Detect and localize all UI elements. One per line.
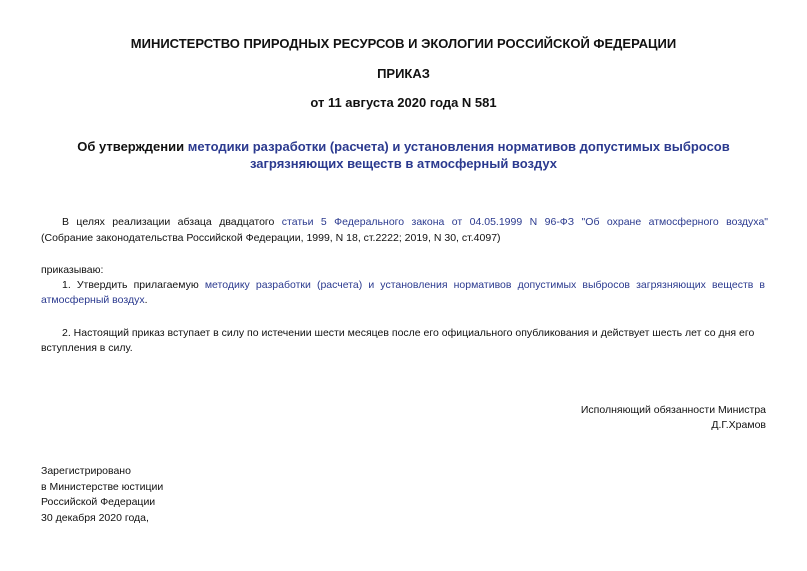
- methodology-link[interactable]: методику разработки (расчета) и установления нормативов допустимых выбросов загрязняющих веществ в: [204, 279, 766, 291]
- federal-law-link[interactable]: статьи 5 Федерального закона от 04.05.1999 N 96-ФЗ "Об охране атмосферного воздуха": [281, 216, 769, 228]
- registration-line4: 30 декабря 2020 года,: [41, 512, 149, 524]
- item1-line1: [62, 278, 765, 293]
- title-prefix: Об утверждении: [77, 139, 185, 154]
- registration-line3: Российской Федерации: [41, 496, 156, 508]
- item2-line2: вступления в силу.: [41, 342, 133, 354]
- title-methodology-link[interactable]: методики разработки (расчета) и установления нормативов допустимых выбросов: [187, 139, 730, 154]
- ministry-title: МИНИСТЕРСТВО ПРИРОДНЫХ РЕСУРСОВ И ЭКОЛОГИИ РОССИЙСКОЙ ФЕДЕРАЦИИ: [130, 36, 677, 51]
- document-type: ПРИКАЗ: [377, 66, 430, 81]
- document-title-line2: [0, 156, 807, 171]
- registration-line1: Зарегистрировано: [41, 465, 131, 477]
- signature-name: Д.Г.Храмов: [711, 419, 766, 431]
- document-title-line1: [0, 139, 807, 154]
- item2-line1: 2. Настоящий приказ вступает в силу по истечении шести месяцев после его официального опубликования и действует шесть лет со дня его: [62, 327, 755, 339]
- preamble-prefix: В целях реализации абзаца двадцатого: [62, 216, 275, 228]
- signature-position: Исполняющий обязанности Министра: [580, 404, 766, 416]
- item1-suffix: .: [144, 294, 148, 306]
- preamble-line1: [62, 215, 768, 230]
- item1-prefix: 1. Утвердить прилагаемую: [62, 279, 199, 291]
- document-date-number: от 11 августа 2020 года N 581: [310, 95, 497, 110]
- methodology-link-cont[interactable]: атмосферный воздух: [41, 294, 145, 306]
- title-methodology-link-cont[interactable]: загрязняющих веществ в атмосферный воздух: [249, 156, 558, 171]
- preamble-line2: (Собрание законодательства Российской Федерации, 1999, N 18, ст.2222; 2019, N 30, ст.4097): [41, 232, 501, 244]
- orders-word: приказываю:: [41, 264, 104, 276]
- item1-line2: [41, 293, 148, 308]
- registration-line2: в Министерстве юстиции: [41, 481, 164, 493]
